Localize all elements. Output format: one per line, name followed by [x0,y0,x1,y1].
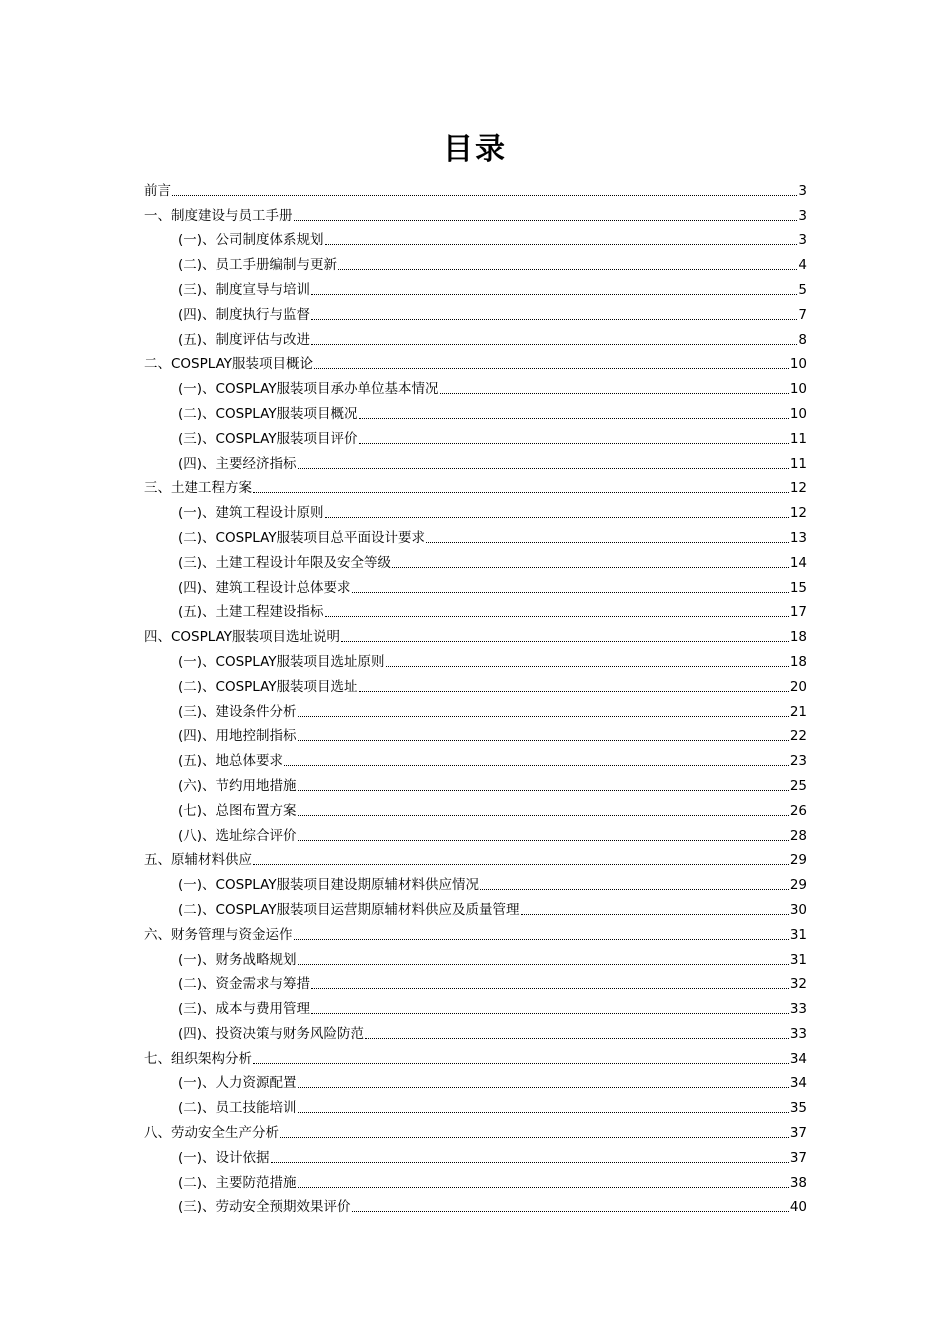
toc-entry-page-number: 29 [789,852,807,869]
toc-entry-label: (四)、制度执行与监督 [178,306,311,323]
toc-dot-leader [298,964,789,965]
toc-entry[interactable] [144,1043,807,1068]
toc-entry-page-number: 37 [789,1125,807,1142]
toc-dot-leader [386,666,789,667]
toc-entry-label: (三)、COSPLAY服装项目评价 [178,430,358,447]
toc-entry-label: 一、制度建设与员工手册 [144,207,293,224]
toc-entry-label: (七)、总图布置方案 [178,802,297,819]
toc-dot-leader [311,1013,789,1014]
toc-entry-label: (六)、节约用地措施 [178,777,297,794]
toc-entry-label: (二)、COSPLAY服装项目运营期原辅材料供应及质量管理 [178,901,520,918]
toc-entry[interactable] [144,572,807,597]
toc-entry[interactable] [144,919,807,944]
toc-dot-leader [294,939,789,940]
toc-entry-label: 二、COSPLAY服装项目概论 [144,356,314,373]
toc-entry[interactable] [144,349,807,374]
toc-entry[interactable] [144,274,807,299]
toc-dot-leader [352,592,789,593]
toc-entry-label: 前言 [144,182,171,199]
toc-entry[interactable] [144,745,807,770]
toc-entry-label: (二)、员工手册编制与更新 [178,257,338,274]
toc-entry-page-number: 29 [789,877,807,894]
toc-dot-leader [298,740,789,741]
toc-entry-page-number: 15 [789,579,807,596]
toc-entry-page-number: 34 [789,1050,807,1067]
toc-entry-label: (三)、劳动安全预期效果评价 [178,1199,351,1216]
toc-dot-leader [172,195,797,196]
toc-entry-label: (八)、选址综合评价 [178,827,297,844]
toc-entry[interactable] [144,1018,807,1043]
toc-entry-page-number: 35 [789,1100,807,1117]
toc-entry-page-number: 14 [789,554,807,571]
toc-entry[interactable] [144,646,807,671]
toc-entry-page-number: 20 [789,678,807,695]
toc-dot-leader [271,1162,789,1163]
toc-entry[interactable] [144,249,807,274]
toc-entry-page-number: 3 [798,232,807,249]
toc-dot-leader [294,220,798,221]
toc-entry[interactable] [144,820,807,845]
toc-entry[interactable] [144,299,807,324]
toc-entry-label: (一)、人力资源配置 [178,1075,297,1092]
toc-entry-page-number: 34 [789,1075,807,1092]
toc-entry[interactable] [144,894,807,919]
toc-dot-leader [280,1137,789,1138]
toc-entry[interactable] [144,398,807,423]
toc-dot-leader [521,914,789,915]
toc-entry-label: 六、财务管理与资金运作 [144,926,293,943]
toc-entry-label: (三)、建设条件分析 [178,703,297,720]
toc-entry[interactable] [144,1092,807,1117]
toc-entry[interactable] [144,324,807,349]
toc-entry-page-number: 10 [789,405,807,422]
toc-entry-page-number: 12 [789,505,807,522]
toc-entry[interactable] [144,1068,807,1093]
toc-entry[interactable] [144,423,807,448]
toc-entry[interactable] [144,696,807,721]
toc-entry-page-number: 17 [789,604,807,621]
toc-entry[interactable] [144,473,807,498]
toc-entry-page-number: 12 [789,480,807,497]
toc-dot-leader [426,542,789,543]
toc-dot-leader [480,889,789,890]
toc-dot-leader [338,269,797,270]
toc-entry-label: (三)、制度宣导与培训 [178,281,311,298]
toc-entry-label: 五、原辅材料供应 [144,852,252,869]
toc-entry-page-number: 25 [789,777,807,794]
toc-dot-leader [298,1112,789,1113]
toc-entry-page-number: 40 [789,1199,807,1216]
toc-entry-page-number: 10 [789,381,807,398]
toc-entry-label: (一)、建筑工程设计原则 [178,505,324,522]
toc-dot-leader [341,641,789,642]
toc-entry[interactable] [144,1167,807,1192]
toc-entry[interactable] [144,200,807,225]
toc-entry-page-number: 3 [798,182,807,199]
toc-entry[interactable] [144,869,807,894]
toc-entry-page-number: 13 [789,529,807,546]
toc-dot-leader [253,492,789,493]
toc-entry-page-number: 37 [789,1149,807,1166]
toc-dot-leader [359,418,789,419]
toc-entry-page-number: 21 [789,703,807,720]
toc-entry[interactable] [144,845,807,870]
toc-entry-label: 三、土建工程方案 [144,480,252,497]
toc-dot-leader [359,691,789,692]
toc-entry-label: (三)、土建工程设计年限及安全等级 [178,554,392,571]
toc-entry-page-number: 18 [789,653,807,670]
toc-entry-label: (一)、财务战略规划 [178,951,297,968]
toc-entry-page-number: 11 [789,430,807,447]
toc-entry-label: (二)、COSPLAY服装项目概况 [178,405,358,422]
toc-dot-leader [359,443,789,444]
toc-dot-leader [298,815,789,816]
toc-entry-label: (五)、制度评估与改进 [178,331,311,348]
toc-entry[interactable] [144,522,807,547]
toc-entry-label: (二)、资金需求与筹措 [178,976,311,993]
toc-entry[interactable] [144,621,807,646]
toc-dot-leader [311,344,797,345]
toc-dot-leader [365,1038,789,1039]
toc-entry-label: 七、组织架构分析 [144,1050,252,1067]
toc-entry-page-number: 28 [789,827,807,844]
toc-dot-leader [311,294,797,295]
toc-dot-leader [253,864,789,865]
toc-entry-label: (四)、用地控制指标 [178,728,297,745]
toc-dot-leader [325,244,798,245]
toc-dot-leader [253,1063,789,1064]
toc-entry[interactable] [144,497,807,522]
toc-entry[interactable] [144,448,807,473]
toc-entry-label: (二)、主要防范措施 [178,1174,297,1191]
toc-dot-leader [314,368,789,369]
toc-entry-label: (二)、COSPLAY服装项目总平面设计要求 [178,529,426,546]
toc-entry-label: (五)、土建工程建设指标 [178,604,324,621]
toc-dot-leader [392,567,789,568]
toc-entry-label: (一)、COSPLAY服装项目承办单位基本情况 [178,381,439,398]
toc-entry[interactable] [144,944,807,969]
toc-entry-page-number: 31 [789,926,807,943]
toc-list [144,175,807,1216]
toc-entry-page-number: 26 [789,802,807,819]
toc-entry-label: (四)、建筑工程设计总体要求 [178,579,351,596]
toc-dot-leader [352,1211,789,1212]
toc-dot-leader [325,616,789,617]
toc-dot-leader [298,840,789,841]
toc-dot-leader [298,1087,789,1088]
toc-entry[interactable] [144,597,807,622]
toc-entry-label: (四)、投资决策与财务风险防范 [178,1025,365,1042]
toc-entry-label: (一)、COSPLAY服装项目选址原则 [178,653,385,670]
toc-entry-label: (一)、COSPLAY服装项目建设期原辅材料供应情况 [178,877,480,894]
toc-title: 目录 [443,132,507,167]
toc-entry-page-number: 23 [789,753,807,770]
toc-entry-page-number: 33 [789,1001,807,1018]
toc-entry[interactable] [144,1192,807,1217]
toc-dot-leader [298,716,789,717]
toc-entry-page-number: 3 [798,207,807,224]
toc-entry[interactable] [144,373,807,398]
toc-dot-leader [298,790,789,791]
toc-entry[interactable] [144,1142,807,1167]
toc-entry[interactable] [144,969,807,994]
toc-entry[interactable] [144,671,807,696]
toc-dot-leader [311,319,797,320]
toc-entry-page-number: 4 [798,257,807,274]
toc-entry-label: (二)、COSPLAY服装项目选址 [178,678,358,695]
toc-entry-page-number: 32 [789,976,807,993]
toc-entry[interactable] [144,1117,807,1142]
toc-entry[interactable] [144,175,807,200]
toc-dot-leader [325,517,789,518]
toc-entry-page-number: 31 [789,951,807,968]
toc-entry-label: (三)、成本与费用管理 [178,1001,311,1018]
toc-dot-leader [311,988,789,989]
toc-entry[interactable] [144,721,807,746]
toc-entry-page-number: 7 [798,306,807,323]
toc-entry-label: (四)、主要经济指标 [178,455,297,472]
toc-entry-page-number: 38 [789,1174,807,1191]
toc-dot-leader [298,1187,789,1188]
toc-entry-page-number: 8 [798,331,807,348]
toc-entry-page-number: 22 [789,728,807,745]
toc-dot-leader [440,393,789,394]
toc-entry-label: (二)、员工技能培训 [178,1100,297,1117]
toc-entry-label: (一)、设计依据 [178,1149,270,1166]
toc-entry-page-number: 33 [789,1025,807,1042]
toc-entry[interactable] [144,993,807,1018]
toc-entry[interactable] [144,795,807,820]
toc-entry-page-number: 5 [798,281,807,298]
toc-entry-label: 八、劳动安全生产分析 [144,1125,279,1142]
toc-entry[interactable] [144,547,807,572]
toc-entry[interactable] [144,770,807,795]
toc-dot-leader [298,468,789,469]
toc-entry-label: (一)、公司制度体系规划 [178,232,324,249]
toc-dot-leader [284,765,789,766]
toc-entry-page-number: 11 [789,455,807,472]
toc-entry-page-number: 18 [789,629,807,646]
toc-entry-page-number: 10 [789,356,807,373]
toc-entry-label: (五)、地总体要求 [178,753,284,770]
toc-entry-label: 四、COSPLAY服装项目选址说明 [144,629,341,646]
toc-entry-page-number: 30 [789,901,807,918]
toc-entry[interactable] [144,225,807,250]
